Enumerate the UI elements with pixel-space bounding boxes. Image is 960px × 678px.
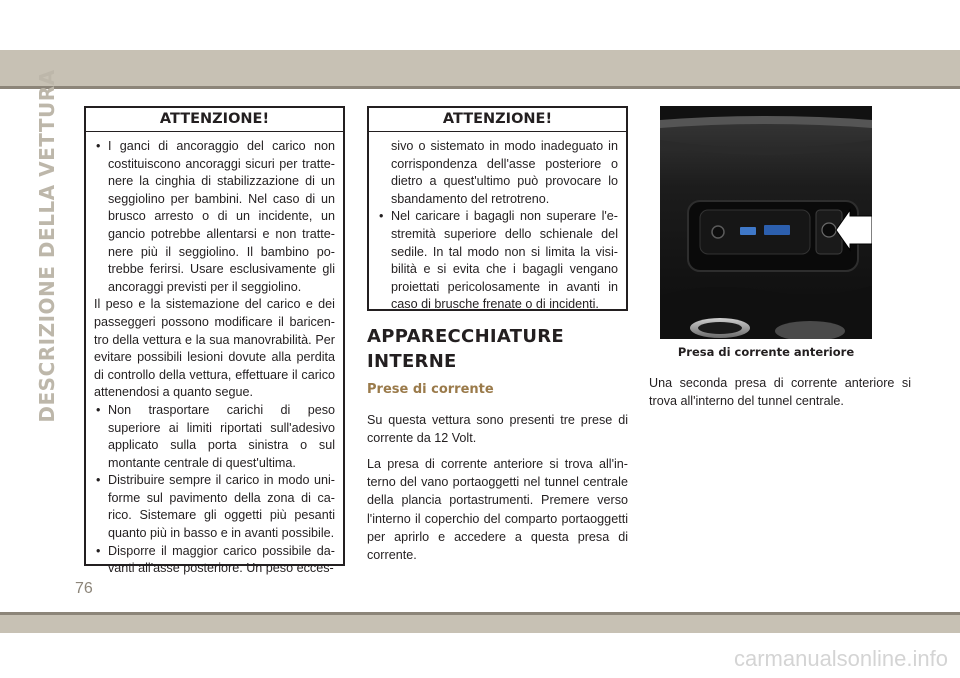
warning-bullet: • Distribuire sempre il carico in modo uniforme sul pavimento della zona di carico. Sistemare gli oggetti più pesanti quanto più in basso e in avanti possibile. [94, 472, 335, 542]
footer-band [0, 615, 960, 633]
header-band [0, 50, 960, 86]
header-rule [0, 86, 960, 89]
body-paragraph: Una seconda presa di corrente anteriore si trova all'interno del tunnel centrale. [649, 376, 911, 409]
warning-box-left [84, 106, 345, 576]
subsection-heading: Prese di corrente [367, 382, 494, 397]
power-outlet-photo [660, 106, 872, 339]
warning-title: ATTENZIONE! [86, 108, 343, 132]
warning-paragraph: Il peso e la sistemazione del carico e dei passeggeri possono modificare il baricentro della vettura e la sua manovrabilità. Per evitare possibili lesioni dovute alla perdita di controllo della vettura, effettuare il carico attenendosi a quanto segue. [94, 297, 335, 400]
power-outlet-photo-image [660, 106, 872, 339]
section-heading: APPARECCHIATURE INTERNE [367, 326, 565, 372]
body-paragraph: La presa di corrente anteriore si trova all'interno del vano portaoggetti nel tunnel centrale della plancia portastrumenti. Premere verso l'interno il coperchio del comparto portaoggetti per aprirlo e accedere a questa presa di corrente. [367, 457, 628, 563]
warning-bullet: • Non trasportare carichi di peso superiore ai limiti riportati sull'adesivo applicato sulla porta sinistra o sul montante centrale di quest'ultima. [94, 402, 335, 472]
warning-bullet: • I ganci di ancoraggio del carico non costituiscono ancoraggi sicuri per trattenere la cinghia di stabilizzazione di un seggiolino per bambini. Nel caso di un brusco arresto o di un incidente, un gancio potrebbe allentarsi e non trattenere più il seggiolino. Il bambino potrebbe ferirsi. Usare esclusivamente gli ancoraggi previsti per il seggiolino. [94, 138, 335, 296]
page-number: 76 [75, 580, 93, 597]
warning-title: ATTENZIONE! [369, 108, 626, 132]
side-section-title-text: DESCRIZIONE DELLA VETTURA [35, 69, 59, 423]
warning-body [86, 132, 343, 578]
side-section-title [32, 69, 62, 423]
warning-bullet: • Disporre il maggior carico possibile davanti all'asse posteriore. Un peso ecces- [94, 543, 335, 578]
warning-bullet: • Nel caricare i bagagli non superare l'estremità superiore dello schienale del sedile. In tal modo non si limita la visibilità e si evita che i bagagli vengano proiettati pericolosamente in avanti in caso di brusche frenate o di incidenti. [377, 208, 618, 314]
warning-continuation: sivo o sistemato in modo inadeguato in corrispondenza dell'asse posteriore o dietro a quest'ultimo può provocare lo sbandamento del retrotreno. [391, 139, 618, 206]
figure-caption: Presa di corrente anteriore [677, 345, 855, 359]
body-paragraph: Su questa vettura sono presenti tre prese di corrente da 12 Volt. [367, 413, 628, 446]
warning-body [369, 132, 626, 314]
watermark: carmanualsonline.info [733, 646, 948, 671]
warning-box-middle [367, 106, 628, 311]
